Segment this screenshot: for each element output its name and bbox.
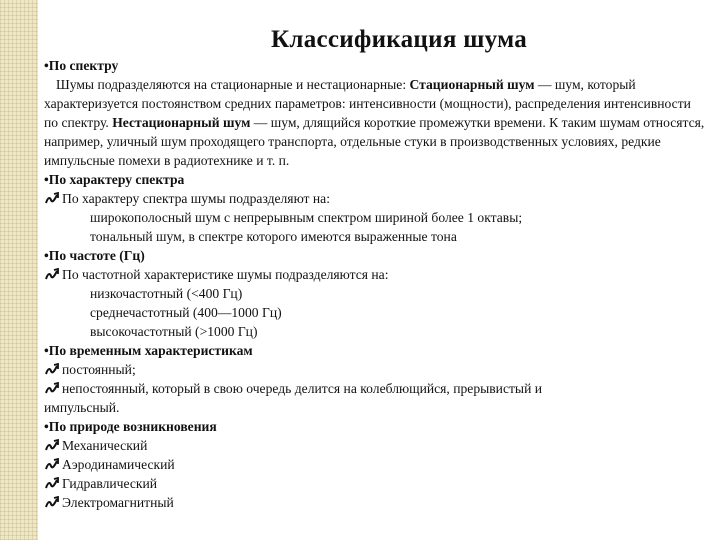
squiggle-arrow-icon bbox=[44, 474, 62, 493]
list-item bbox=[44, 493, 708, 512]
page-title: Классификация шума bbox=[270, 26, 528, 53]
list-item bbox=[44, 455, 708, 474]
term-nonstationary: Нестационарный шум bbox=[112, 115, 251, 130]
list-item-text: Аэродинамический bbox=[62, 457, 175, 472]
list-item-text: Механический bbox=[62, 438, 148, 453]
list-subitem: широкополосный шум с непрерывным спектром шириной более 1 октавы; bbox=[90, 210, 523, 225]
list-subitem: высокочастотный (>1000 Гц) bbox=[90, 324, 258, 339]
section-heading-spectrum: •По спектру bbox=[44, 58, 119, 73]
list-item bbox=[44, 474, 708, 493]
section-heading-origin: •По природе возникновения bbox=[44, 419, 217, 434]
list-item-text: Электромагнитный bbox=[62, 495, 174, 510]
section-heading-frequency: •По частоте (Гц) bbox=[44, 248, 145, 263]
document-body bbox=[44, 56, 708, 512]
paragraph-text: — шум, который характеризуется постоянством средних параметров: интенсивности (мощности), распределения интенсивности по спектру. bbox=[44, 77, 691, 130]
list-item bbox=[44, 379, 708, 398]
list-subitem: низкочастотный (<400 Гц) bbox=[90, 286, 243, 301]
list-item-text: По характеру спектра шумы подразделяют на: bbox=[62, 191, 330, 206]
term-stationary: Стационарный шум bbox=[409, 77, 535, 92]
squiggle-arrow-icon bbox=[44, 360, 62, 379]
squiggle-arrow-icon bbox=[44, 436, 62, 455]
squiggle-arrow-icon bbox=[44, 189, 62, 208]
list-subitem: среднечастотный (400—1000 Гц) bbox=[90, 305, 282, 320]
list-item bbox=[44, 436, 708, 455]
list-item bbox=[44, 360, 708, 379]
squiggle-arrow-icon bbox=[44, 379, 62, 398]
paragraph-text: — шум, длящийся короткие промежутки времени. К таким шумам относятся, например, уличный шум проходящего транспорта, отдельные стуки в производственных условиях, редкие импульсные помехи в радиотехнике и т. п. bbox=[44, 115, 705, 168]
list-item-text: По частотной характеристике шумы подразделяются на: bbox=[62, 267, 389, 282]
list-item-text: непостоянный, который в свою очередь делится на колеблющийся, прерывистый и bbox=[62, 381, 543, 396]
squiggle-arrow-icon bbox=[44, 265, 62, 284]
list-subitem: тональный шум, в спектре которого имеются выраженные тона bbox=[90, 229, 457, 244]
list-item bbox=[44, 189, 708, 208]
decorative-side-stripe bbox=[0, 0, 38, 540]
list-item-text: постоянный; bbox=[62, 362, 136, 377]
list-item bbox=[44, 265, 708, 284]
squiggle-arrow-icon bbox=[44, 493, 62, 512]
paragraph-text: Шумы подразделяются на стационарные и нестационарные: bbox=[56, 77, 410, 92]
squiggle-arrow-icon bbox=[44, 455, 62, 474]
list-item-continuation: импульсный. bbox=[44, 400, 120, 415]
list-item-text: Гидравлический bbox=[62, 476, 158, 491]
section-paragraph-spectrum bbox=[44, 75, 708, 170]
section-heading-time: •По временным характеристикам bbox=[44, 343, 253, 358]
section-heading-spectrum-character: •По характеру спектра bbox=[44, 172, 185, 187]
